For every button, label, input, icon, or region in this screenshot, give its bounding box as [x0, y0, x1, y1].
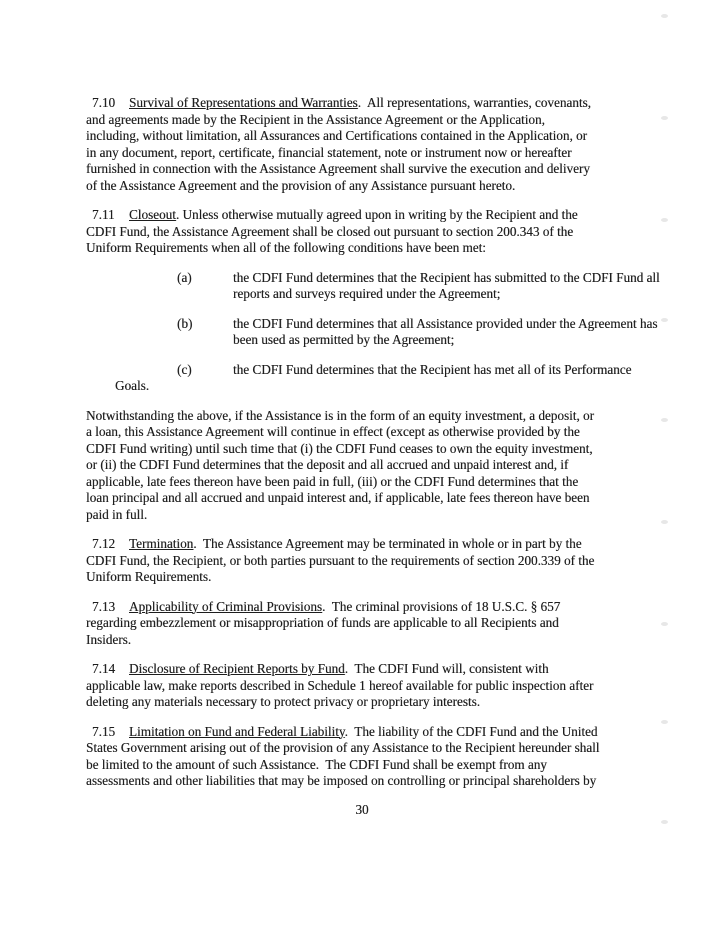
text-line: paid in full.: [86, 506, 148, 522]
document-content: [86, 95, 660, 803]
text-line: CDFI Fund, the Recipient, or both parties pursuant to the requirements of section 200.339 of the: [86, 552, 595, 568]
text-line: reports and surveys required under the Agreement;: [233, 286, 501, 301]
list-item-row: [86, 269, 660, 303]
text-line: applicable, late fees thereon have been paid in full, (iii) or the CDFI Fund determines that the: [86, 473, 579, 489]
text-line: States Government arising out of the provision of any Assistance to the Recipient hereunder shall: [86, 740, 600, 755]
text-line: furnished in connection with the Assistance Agreement shall survive the execution and delivery: [86, 161, 590, 176]
section-heading-tail: . The CDFI Fund will, consistent with: [344, 661, 549, 676]
text-line: [86, 661, 638, 678]
text-line: Insiders.: [86, 631, 132, 647]
text-line: [86, 95, 638, 112]
scan-artifact: [661, 218, 668, 222]
scan-artifact: [661, 520, 668, 524]
section-heading: Disclosure of Recipient Reports by Fund: [129, 661, 345, 676]
list-item-label: (b): [177, 315, 193, 331]
section-heading-tail: . Unless otherwise mutually agreed upon in writing by the Recipient and the: [175, 207, 578, 222]
scan-artifact: [661, 318, 668, 322]
text-line: CDFI Fund, the Assistance Agreement shall be closed out pursuant to section 200.343 of the: [86, 223, 574, 239]
section-heading-tail: . The criminal provisions of 18 U.S.C. § 657: [322, 598, 561, 614]
section-heading: Applicability of Criminal Provisions: [129, 598, 323, 614]
page-number: 30: [355, 802, 369, 817]
paragraph: [86, 408, 638, 524]
text-line: the CDFI Fund determines that the Recipient has met all of its Performance: [233, 361, 632, 377]
list-item-a: [86, 269, 660, 303]
section-heading: Termination: [129, 536, 194, 551]
list-item-label: (c): [177, 361, 192, 377]
list-item-c: [86, 362, 638, 395]
section-7-11: [86, 207, 638, 257]
section-heading-tail: . The Assistance Agreement may be terminated in whole or in part by the: [193, 536, 582, 551]
section-7-13: [86, 599, 638, 649]
text-line: Uniform Requirements when all of the following conditions have been met:: [86, 240, 486, 255]
text-line: the CDFI Fund determines that the Recipient has submitted to the CDFI Fund all: [233, 269, 660, 285]
list-item-row: [86, 315, 658, 349]
scan-artifact: [661, 116, 668, 120]
scan-artifact: [661, 622, 668, 626]
section-number: 7.12: [92, 536, 116, 551]
section-7-10: [86, 95, 638, 194]
section-number: 7.10: [92, 95, 116, 110]
text-line: [86, 207, 638, 224]
text-line: including, without limitation, all Assurances and Certifications contained in the Application, or: [86, 128, 588, 143]
text-line: and agreements made by the Recipient in the Assistance Agreement or the Application,: [86, 111, 545, 127]
text-line: Notwithstanding the above, if the Assistance is in the form of an equity investment, a deposit, or: [86, 407, 594, 423]
section-7-12: [86, 536, 638, 586]
text-line: regarding embezzlement or misappropriation of funds are applicable to all Recipients and: [86, 615, 559, 630]
scan-artifact: [661, 14, 668, 18]
scan-artifact: [661, 418, 668, 422]
list-item-text: [233, 362, 638, 379]
text-line: be limited to the amount of such Assistance. The CDFI Fund shall be exempt from any: [86, 756, 547, 772]
section-7-14: [86, 661, 638, 711]
text-line: a loan, this Assistance Agreement will continue in effect (except as otherwise provided by the: [86, 424, 580, 439]
list-item-label: (a): [177, 269, 192, 285]
text-line: applicable law, make reports described in Schedule 1 hereof available for public inspection after: [86, 677, 594, 693]
text-line: assessments and other liabilities that may be imposed on controlling or principal shareholders by: [86, 773, 597, 788]
text-line: Uniform Requirements.: [86, 569, 212, 584]
text-line: deleting any materials necessary to protect privacy or proprietary interests.: [86, 694, 481, 709]
text-line: the CDFI Fund determines that all Assistance provided under the Agreement has: [233, 315, 658, 331]
list-item-b: [86, 315, 658, 349]
section-7-15: [86, 724, 638, 790]
list-item-row: [86, 362, 638, 379]
section-number: 7.11: [92, 207, 115, 222]
section-heading-tail: . All representations, warranties, covenants,: [357, 95, 591, 110]
text-line: CDFI Fund writing) until such time that (i) the CDFI Fund ceases to own the equity investment,: [86, 440, 593, 456]
text-line: [86, 536, 638, 553]
scan-artifact: [661, 720, 668, 724]
section-heading-tail: . The liability of the CDFI Fund and the United: [344, 723, 598, 739]
section-number: 7.15: [92, 723, 116, 739]
section-heading: Survival of Representations and Warranties: [129, 95, 358, 110]
text-line: in any document, report, certificate, financial statement, note or instrument now or hereafter: [86, 144, 572, 160]
list-item-text: [233, 270, 660, 303]
list-item-text: [233, 316, 657, 349]
section-heading: Closeout: [129, 207, 176, 222]
text-line: [86, 599, 638, 616]
text-line: or (ii) the CDFI Fund determines that the deposit and all accrued and unpaid interest and, if: [86, 457, 569, 472]
scan-artifact: [661, 820, 668, 824]
section-heading: Limitation on Fund and Federal Liability: [129, 723, 345, 739]
text-line: [86, 724, 638, 741]
text-line: of the Assistance Agreement and the provision of any Assistance pursuant hereto.: [86, 177, 516, 193]
text-line: loan principal and all accrued and unpaid interest and, if applicable, late fees thereon have been: [86, 490, 590, 505]
section-number: 7.14: [92, 661, 116, 676]
section-number: 7.13: [92, 598, 116, 614]
text-line: been used as permitted by the Agreement;: [233, 332, 455, 347]
text-line: Goals.: [115, 378, 150, 393]
